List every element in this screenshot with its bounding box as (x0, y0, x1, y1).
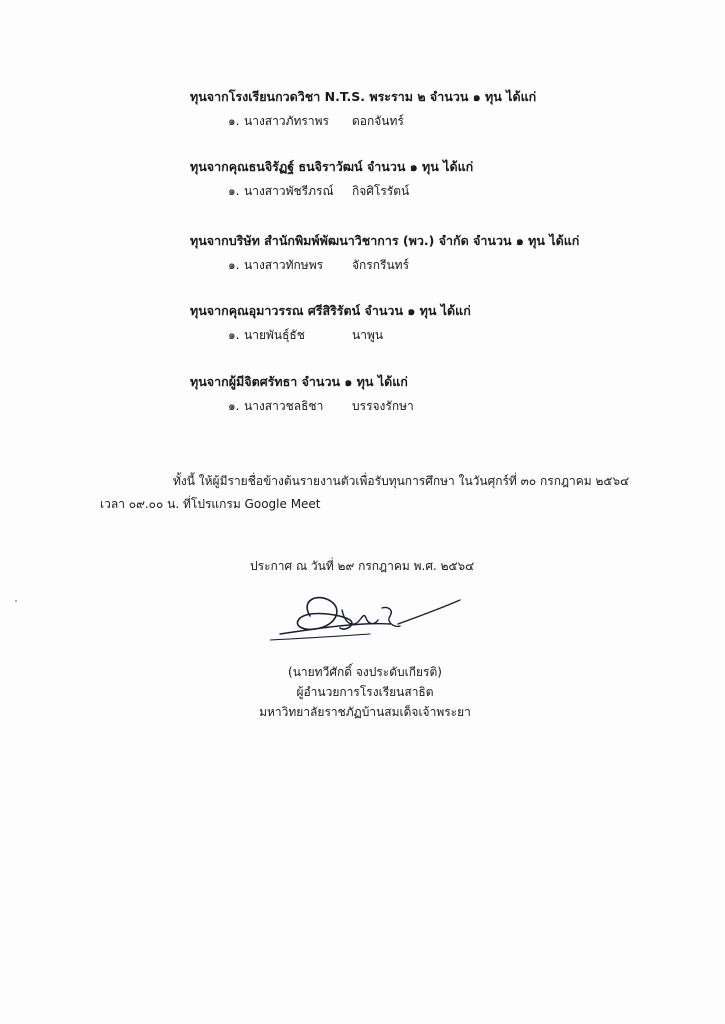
scholarship-section-3 (190, 232, 690, 274)
recipient-number: ๑. (228, 258, 240, 272)
recipient-number: ๑. (228, 328, 240, 342)
recipient-first-name: นางสาวชลธิชา (244, 399, 324, 413)
recipient-row (190, 326, 690, 344)
scholarship-section-4 (190, 302, 690, 344)
scholarship-title: ทุนจากคุณธนจิรัฏฐ์ ธนจิราวัฒน์ จำนวน ๑ ทุน ได้แก่ (190, 159, 474, 174)
scholarship-section-2 (190, 158, 690, 200)
scholarship-section-5 (190, 373, 690, 415)
scholarship-section-1 (190, 88, 690, 130)
recipient-row (190, 112, 690, 130)
signatory-name: (นายทวีศักดิ์ จงประดับเกียรติ) (288, 665, 442, 679)
recipient-last-name: ดอกจันทร์ (352, 114, 404, 128)
recipient-last-name: นาพูน (352, 328, 384, 342)
recipient-first-name: นางสาวภัทราพร (244, 114, 329, 128)
recipient-row (190, 397, 690, 415)
recipient-first-name: นางสาวทักษพร (244, 258, 324, 272)
scholarship-title: ทุนจากคุณอุมาวรรณ ศรีสิริรัตน์ จำนวน ๑ ทุน ได้แก่ (190, 303, 471, 318)
announcement-date: ประกาศ ณ วันที่ ๒๙ กรกฎาคม พ.ศ. ๒๕๖๔ (250, 559, 475, 573)
recipient-first-name: นางสาวพัชรีภรณ์ (244, 184, 334, 198)
signature-block (250, 662, 480, 722)
recipient-number: ๑. (228, 399, 240, 413)
recipient-row (190, 256, 690, 274)
recipient-last-name: กิจศิโรรัตน์ (352, 184, 410, 198)
recipient-last-name: บรรจงรักษา (352, 399, 414, 413)
recipient-last-name: จักรกรีนทร์ (352, 258, 410, 272)
recipient-first-name: นายพันธุ์ธัช (244, 328, 305, 342)
notice-line-2: เวลา ๐๙.๐๐ น. ที่โปรแกรม Google Meet (100, 497, 321, 511)
signatory-position: ผู้อำนวยการโรงเรียนสาธิต (296, 685, 434, 699)
scholarship-title: ทุนจากบริษัท สำนักพิมพ์พัฒนาวิชาการ (พว.) จำกัด จำนวน ๑ ทุน ได้แก่ (190, 233, 580, 248)
recipient-row (190, 182, 690, 200)
scholarship-title: ทุนจากโรงเรียนกวดวิชา N.T.S. พระราม ๒ จำนวน ๑ ทุน ได้แก่ (190, 89, 537, 104)
signatory-organization: มหาวิทยาลัยราชภัฏบ้านสมเด็จเจ้าพระยา (259, 705, 471, 719)
scan-speck (15, 600, 17, 602)
scholarship-title: ทุนจากผู้มีจิตศรัทธา จำนวน ๑ ทุน ได้แก่ (190, 374, 408, 389)
recipient-number: ๑. (228, 184, 240, 198)
recipient-number: ๑. (228, 114, 240, 128)
signature-image (270, 588, 470, 653)
notice-line-1: ทั้งนี้ ให้ผู้มีรายชื่อข้างต้นรายงานตัวเพื่อรับทุนการศึกษา ในวันศุกร์ที่ ๓๐ กรกฎาคม ๒๕๖๔ (173, 474, 630, 488)
